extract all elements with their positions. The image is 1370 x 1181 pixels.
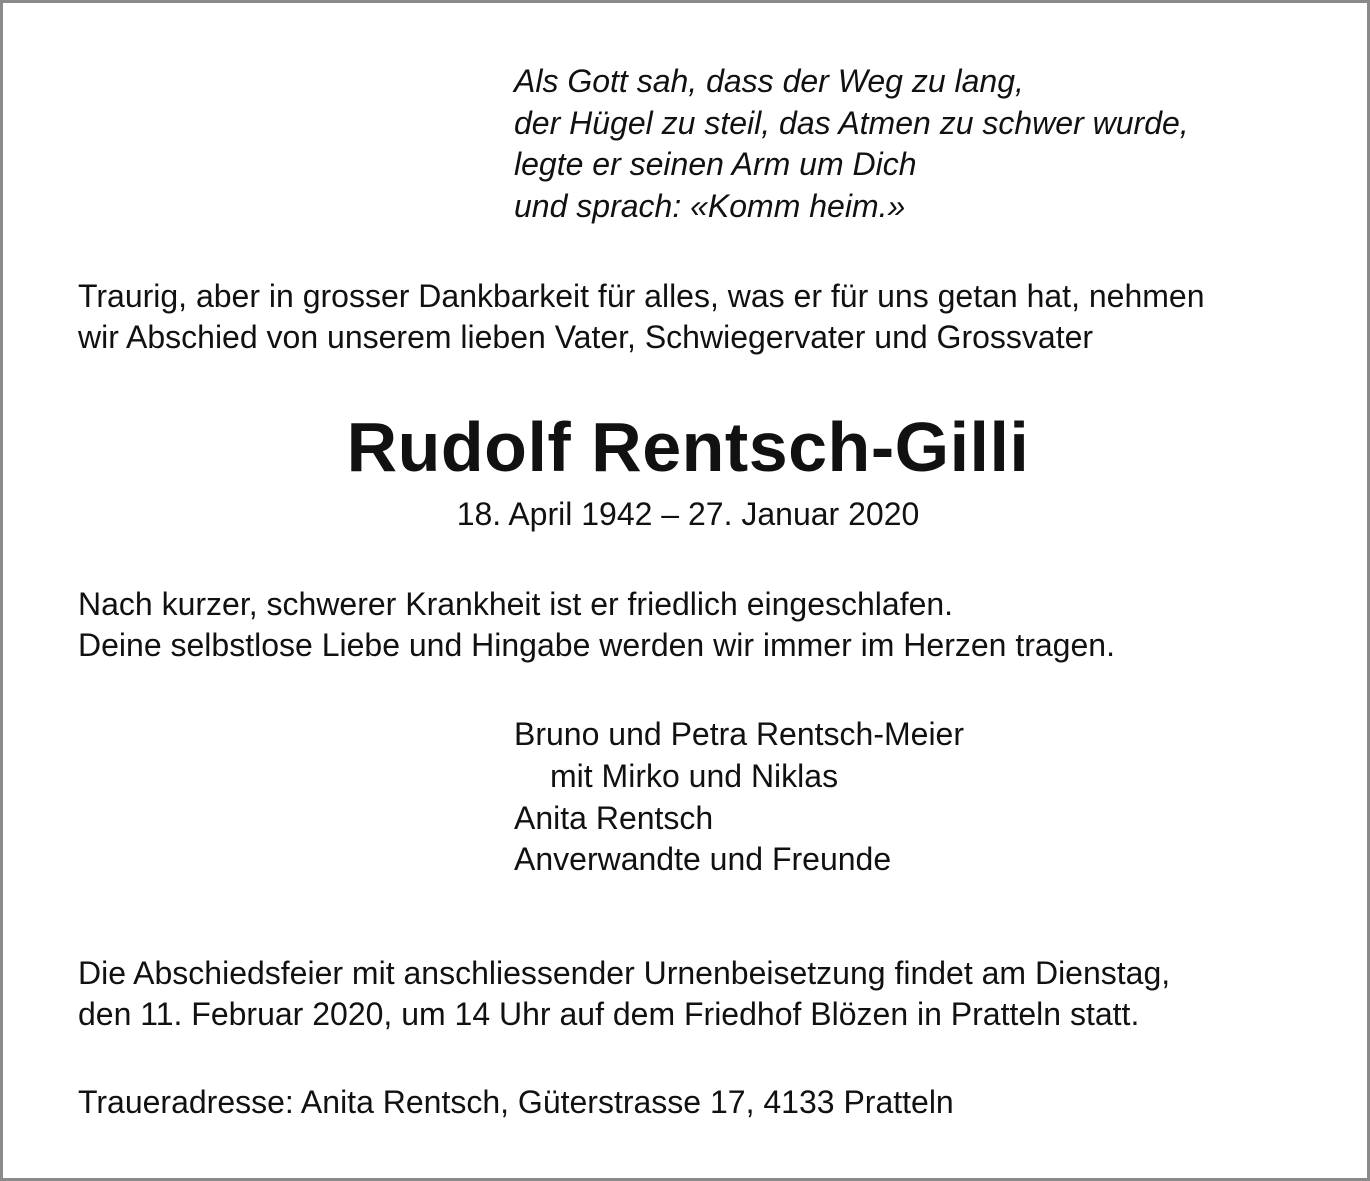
poem-line: Als Gott sah, dass der Weg zu lang, (514, 63, 1024, 99)
message-line: Nach kurzer, schwerer Krankheit ist er friedlich eingeschlafen. (78, 586, 954, 622)
life-dates: 18. April 1942 – 27. Januar 2020 (456, 496, 920, 532)
mourner-line: Anita Rentsch (514, 800, 714, 836)
intro-line: wir Abschied von unserem lieben Vater, Schwiegervater und Grossvater (78, 319, 1094, 355)
message-line: Deine selbstlose Liebe und Hingabe werden wir immer im Herzen tragen. (78, 627, 1115, 663)
deceased-name: Rudolf Rentsch-Gilli (346, 408, 1030, 486)
mourning-address: Traueradresse: Anita Rentsch, Güterstrasse 17, 4133 Pratteln (78, 1084, 954, 1120)
mourner-line: Bruno und Petra Rentsch-Meier (514, 716, 964, 752)
mourner-line: Anverwandte und Freunde (514, 841, 892, 877)
mourner-line: mit Mirko und Niklas (550, 758, 839, 794)
ceremony-line: den 11. Februar 2020, um 14 Uhr auf dem Friedhof Blözen in Pratteln statt. (78, 996, 1140, 1032)
poem-line: der Hügel zu steil, das Atmen zu schwer wurde, (514, 105, 1189, 141)
intro-line: Traurig, aber in grosser Dankbarkeit für alles, was er für uns getan hat, nehmen (78, 278, 1205, 314)
poem-line: und sprach: «Komm heim.» (514, 188, 906, 224)
poem-line: legte er seinen Arm um Dich (514, 146, 917, 182)
ceremony-line: Die Abschiedsfeier mit anschliessender Urnenbeisetzung findet am Dienstag, (78, 955, 1171, 991)
